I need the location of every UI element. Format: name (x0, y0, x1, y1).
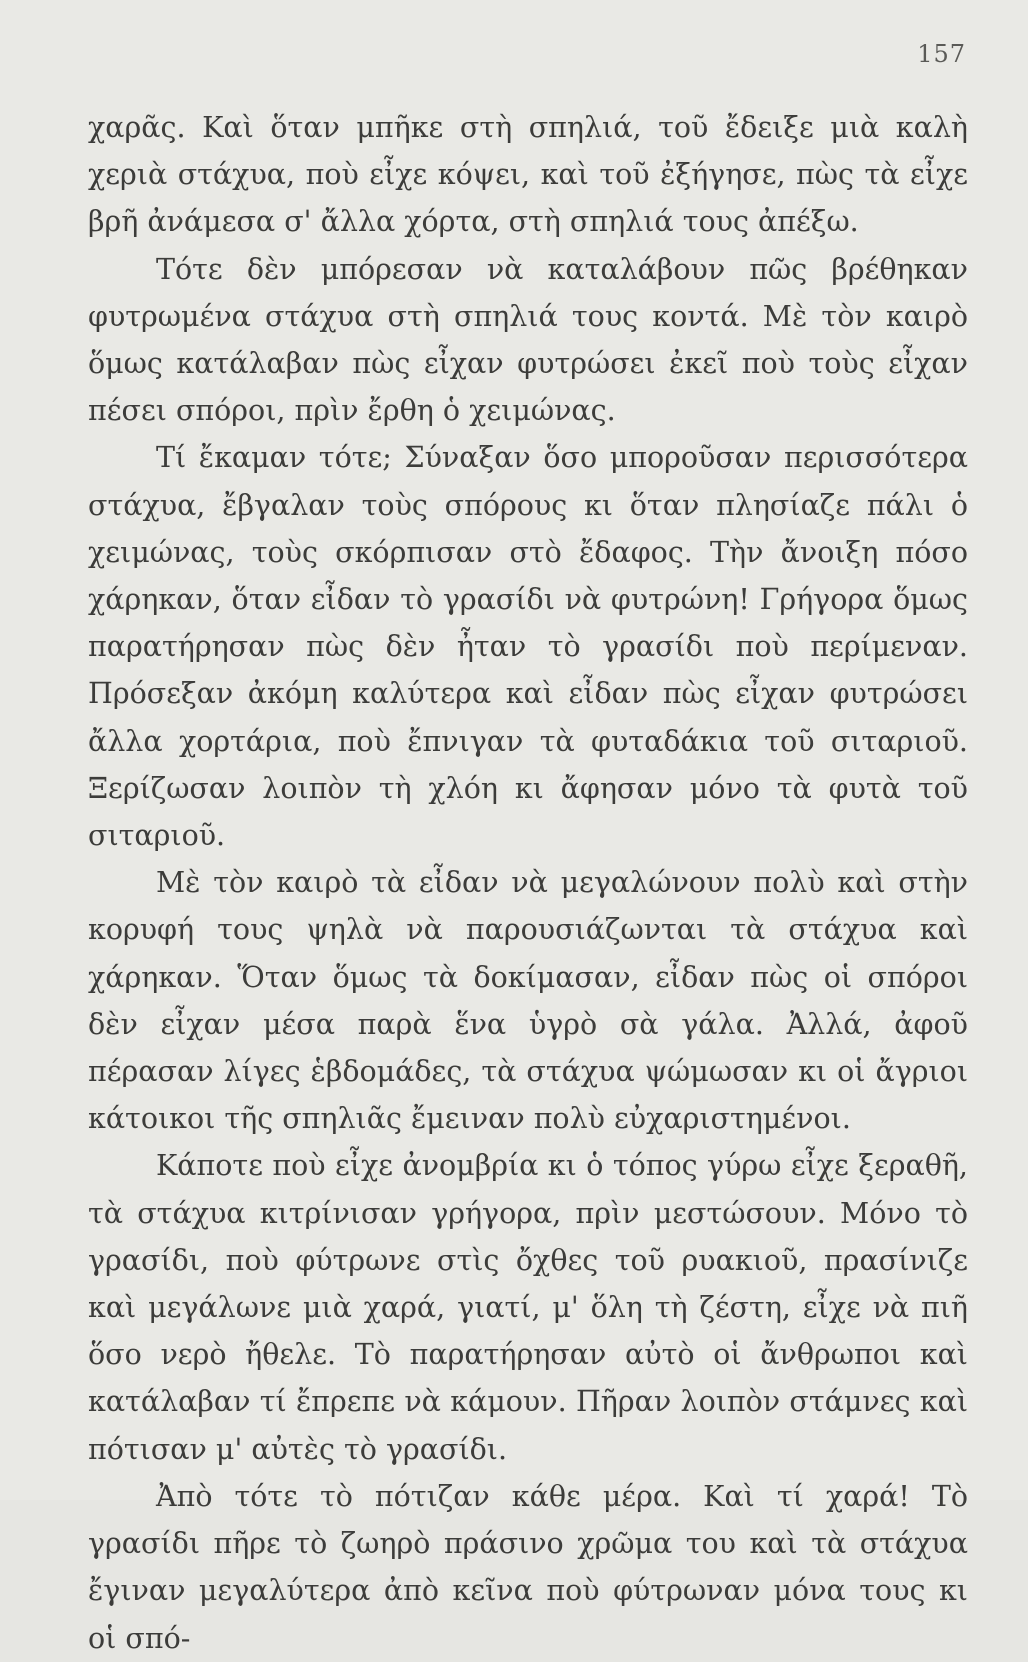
paragraph: Μὲ τὸν καιρὸ τὰ εἶδαν νὰ μεγαλώνουν πολὺ καὶ στὴν κορυφή τους ψηλὰ νὰ παρουσιάζωνται τὰ στάχυα καὶ χάρηκαν. Ὅταν ὅμως τὰ δοκίμασαν, εἶδαν πὼς οἱ σπόροι δὲν εἶχαν μέσα παρὰ ἕνα ὑγρὸ σὰ γάλα. Ἀλλά, ἀφοῦ πέρασαν λίγες ἑβδομάδες, τὰ στάχυα ψώμωσαν κι οἱ ἄγριοι κάτοικοι τῆς σπηλιᾶς ἔμειναν πολὺ εὐχαριστημένοι. (88, 866, 968, 1136)
paragraph-continuation: χαρᾶς. Καὶ ὅταν μπῆκε στὴ σπηλιά, τοῦ ἔδειξε μιὰ καλὴ χεριὰ στάχυα, ποὺ εἶχε κόψει, καὶ τοῦ ἐξήγησε, πὼς τὰ εἶχε βρῆ ἀνάμεσα σ' ἄλλα χόρτα, στὴ σπηλιά τους ἀπέξω. (88, 111, 968, 239)
page-number: 157 (917, 40, 966, 68)
body-text (88, 104, 968, 1662)
paragraph: Ἀπὸ τότε τὸ πότιζαν κάθε μέρα. Καὶ τί χαρά! Τὸ γρασίδι πῆρε τὸ ζωηρὸ πράσινο χρῶμα του καὶ τὰ στάχυα ἔγιναν μεγαλύτερα ἀπὸ κεῖνα ποὺ φύτρωναν μόνα τους κι οἱ σπό- (88, 1479, 968, 1655)
paragraph: Τότε δὲν μπόρεσαν νὰ καταλάβουν πῶς βρέθηκαν φυτρωμένα στάχυα στὴ σπηλιά τους κοντά. Μὲ τὸν καιρὸ ὅμως κατάλαβαν πὼς εἶχαν φυτρώσει ἐκεῖ ποὺ τοὺς εἶχαν πέσει σπόροι, πρὶν ἔρθη ὁ χειμώνας. (88, 252, 968, 428)
paragraph: Κάποτε ποὺ εἶχε ἀνομβρία κι ὁ τόπος γύρω εἶχε ξεραθῆ, τὰ στάχυα κιτρίνισαν γρήγορα, πρὶν μεστώσουν. Μόνο τὸ γρασίδι, ποὺ φύτρωνε στὶς ὄχθες τοῦ ρυακιοῦ, πρασίνιζε καὶ μεγάλωνε μιὰ χαρά, γιατί, μ' ὅλη τὴ ζέστη, εἶχε νὰ πιῆ ὅσο νερὸ ἤθελε. Τὸ παρατήρησαν αὐτὸ οἱ ἄνθρωποι καὶ κατάλαβαν τί ἔπρεπε νὰ κάμουν. Πῆραν λοιπὸν στάμνες καὶ πότισαν μ' αὐτὲς τὸ γρασίδι. (88, 1149, 968, 1466)
paragraph: Τί ἔκαμαν τότε; Σύναξαν ὅσο μποροῦσαν περισσότερα στάχυα, ἔβγαλαν τοὺς σπόρους κι ὅταν πλησίαζε πάλι ὁ χειμώνας, τοὺς σκόρπισαν στὸ ἔδαφος. Τὴν ἄνοιξη πόσο χάρηκαν, ὅταν εἶδαν τὸ γρασίδι νὰ φυτρώνη! Γρήγορα ὅμως παρατήρησαν πὼς δὲν ἦταν τὸ γρασίδι ποὺ περίμεναν. Πρόσεξαν ἀκόμη καλύτερα καὶ εἶδαν πὼς εἶχαν φυτρώσει ἄλλα χορτάρια, ποὺ ἔπνιγαν τὰ φυταδάκια τοῦ σιταριοῦ. Ξερίζωσαν λοιπὸν τὴ χλόη κι ἄφησαν μόνο τὰ φυτὰ τοῦ σιταριοῦ. (88, 441, 968, 853)
